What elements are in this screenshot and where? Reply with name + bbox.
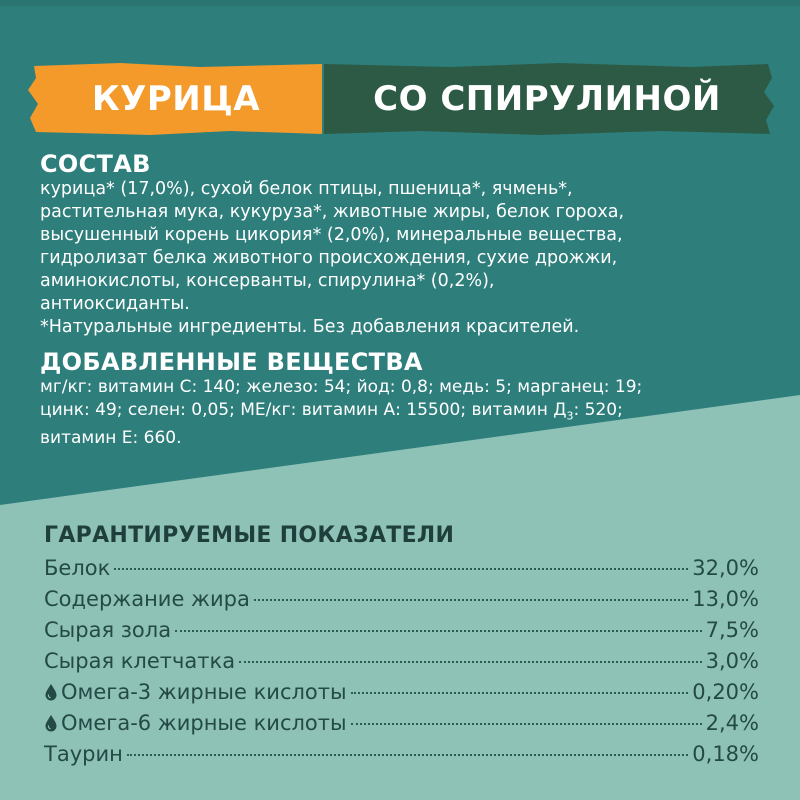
banner-spirulina	[324, 64, 770, 134]
analysis-row	[44, 742, 759, 773]
additives-text	[40, 376, 780, 450]
analysis-label	[44, 587, 250, 611]
analysis-label	[44, 649, 235, 673]
analysis-value: 32,0%	[692, 556, 759, 580]
drop-icon	[44, 683, 58, 701]
additives-section	[40, 348, 780, 450]
analysis-value: 0,20%	[692, 680, 759, 704]
analysis-label	[44, 618, 171, 642]
analysis-label-text: Содержание жира	[44, 587, 250, 611]
guaranteed-analysis-heading: ГАРАНТИРУЕМЫЕ ПОКАЗАТЕЛИ	[44, 523, 455, 548]
analysis-label-text: Сырая зола	[44, 618, 172, 642]
analysis-value: 13,0%	[692, 587, 759, 611]
composition-line: гидролизат белка животного происхождения, сухие дрожжи,	[40, 248, 618, 268]
dotted-leader	[351, 723, 702, 725]
analysis-value: 3,0%	[705, 649, 759, 673]
banner-chicken	[30, 64, 322, 134]
analysis-value: 0,18%	[692, 742, 759, 766]
vitamin-d-subscript: 3	[566, 409, 574, 423]
analysis-value: 2,4%	[705, 711, 759, 735]
analysis-label-text: Сырая клетчатка	[44, 649, 236, 673]
dotted-leader	[175, 630, 702, 632]
drop-icon	[44, 714, 58, 732]
analysis-row	[44, 618, 759, 649]
additives-line: мг/кг: витамин С: 140; железо: 54; йод: 0,8; медь: 5; марганец: 19;	[40, 377, 643, 397]
analysis-row	[44, 680, 759, 711]
composition-line: курица* (17,0%), сухой белок птицы, пшеница*, ячмень*,	[40, 179, 573, 199]
composition-line: высушенный корень цикория* (2,0%), минеральные вещества,	[40, 225, 623, 245]
analysis-label-text: Таурин	[44, 742, 123, 766]
analysis-row	[44, 711, 759, 742]
analysis-label	[44, 556, 110, 580]
dotted-leader	[254, 599, 688, 601]
additives-heading: ДОБАВЛЕННЫЕ ВЕЩЕСТВА	[40, 348, 423, 376]
analysis-row	[44, 587, 759, 618]
composition-section	[40, 150, 770, 339]
analysis-label	[44, 711, 347, 735]
dotted-leader	[239, 661, 702, 663]
additives-line	[40, 399, 780, 427]
analysis-label-text: Омега-6 жирные кислоты	[61, 711, 347, 735]
additives-line: витамин Е: 660.	[40, 428, 182, 449]
analysis-row	[44, 556, 759, 587]
composition-heading: СОСТАВ	[40, 150, 151, 178]
dotted-leader	[114, 568, 688, 570]
composition-line: аминокислоты, консерванты, спирулина* (0,2%),	[40, 271, 495, 291]
composition-line: антиоксиданты.	[40, 294, 190, 314]
additives-line-start: цинк: 49; селен: 0,05; МЕ/кг: витамин А: 15500; витамин Д	[40, 400, 567, 420]
composition-text	[40, 178, 770, 339]
additives-line-end: : 520;	[573, 400, 623, 420]
analysis-label-text: Белок	[44, 556, 111, 580]
dotted-leader	[351, 692, 689, 694]
analysis-label	[44, 680, 347, 704]
composition-note: *Натуральные ингредиенты. Без добавления красителей.	[40, 317, 580, 337]
analysis-value: 7,5%	[705, 618, 759, 642]
analysis-label	[44, 742, 123, 766]
banner-spirulina-label: СО СПИРУЛИНОЙ	[373, 79, 721, 119]
analysis-label-text: Омега-3 жирные кислоты	[61, 680, 347, 704]
banner-chicken-label: КУРИЦА	[91, 79, 261, 119]
analysis-row	[44, 649, 759, 680]
analysis-rows	[44, 556, 759, 773]
composition-line: растительная мука, кукуруза*, животные жиры, белок гороха,	[40, 202, 625, 222]
guaranteed-analysis	[44, 522, 759, 773]
dotted-leader	[127, 754, 688, 756]
